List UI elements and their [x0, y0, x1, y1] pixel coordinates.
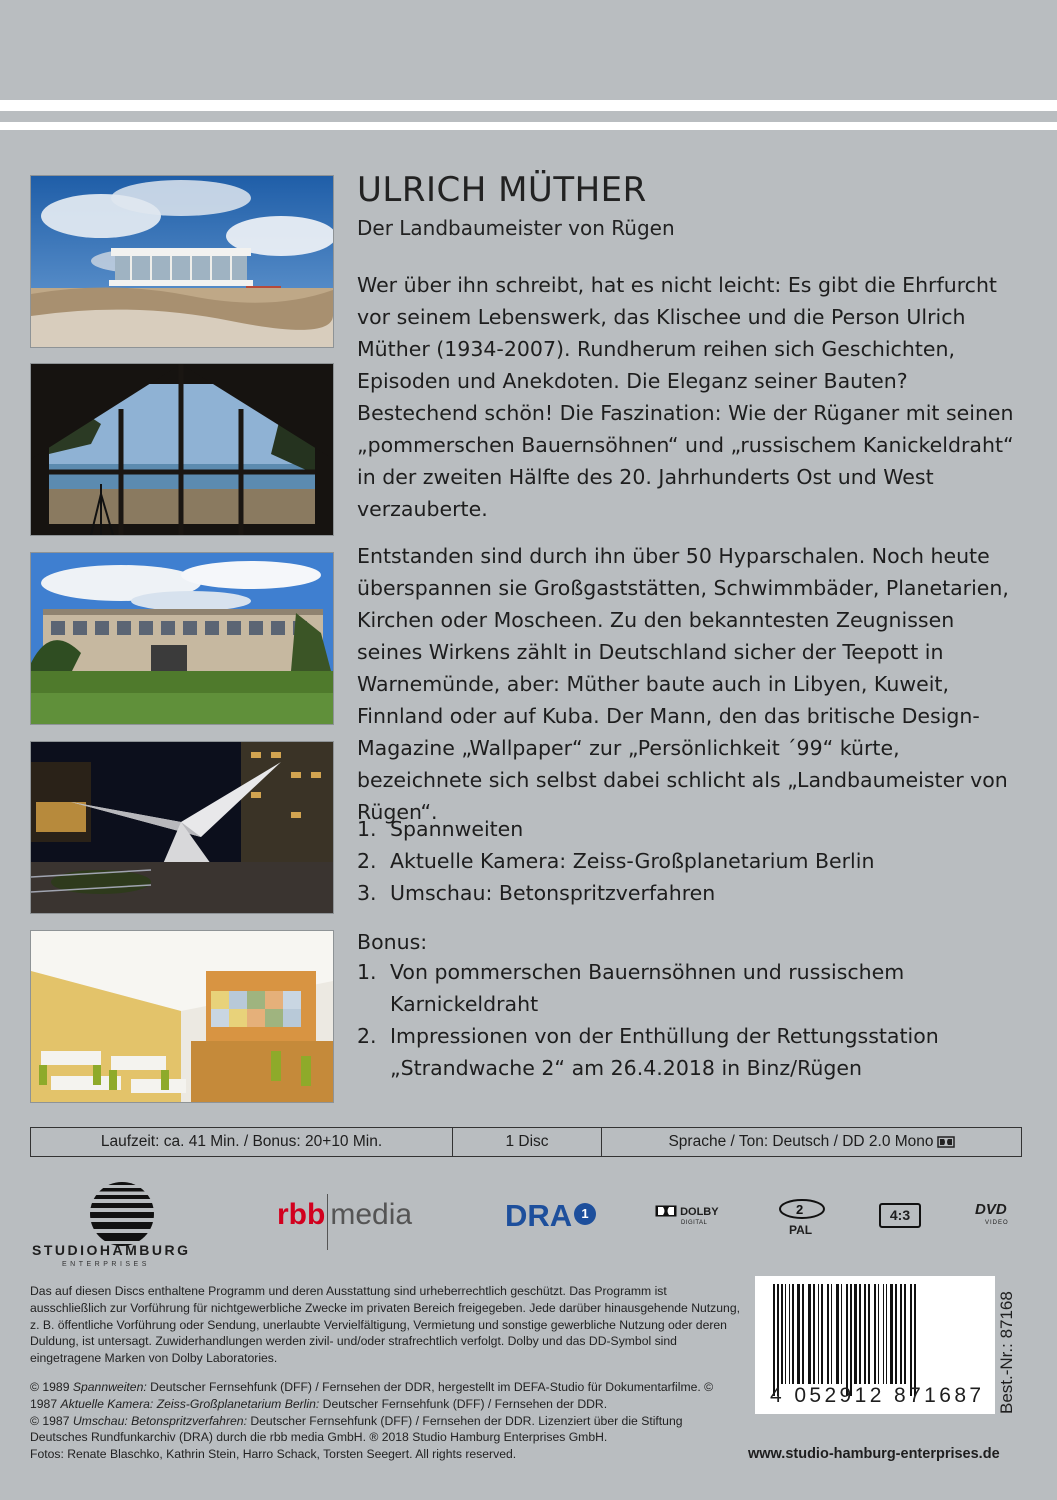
divider: [327, 1194, 328, 1250]
media-text: media: [330, 1198, 413, 1231]
credit-text: Deutscher Fernsehfunk (DFF) / Fernsehen der DDR, hergestellt im DEFA-Studio für Dokumentarfilme.: [146, 1380, 705, 1394]
website-url: www.studio-hamburg-enterprises.de: [748, 1446, 1000, 1462]
barcode-bar: [864, 1284, 866, 1384]
bonus-heading: Bonus:: [357, 930, 428, 954]
rbb-media-logo: [277, 1198, 412, 1250]
disc-count: 1 Disc: [453, 1128, 602, 1156]
white-stripe: [0, 100, 1057, 111]
barcode-bar: [827, 1284, 829, 1384]
credit-text: © 1987: [30, 1413, 73, 1428]
barcode-bar: [874, 1284, 876, 1384]
list-number: 3.: [357, 881, 377, 905]
aspect-ratio-badge: 4:3: [879, 1203, 921, 1228]
list-number: 2.: [357, 1024, 377, 1048]
ard-one-icon: 1: [574, 1203, 596, 1225]
list-item: [357, 845, 1017, 877]
photo-credits: Fotos: Renate Blaschko, Kathrin Stein, Harro Schack, Torsten Seegert. All rights reserved.: [30, 1447, 517, 1462]
list-text: Aktuelle Kamera: Zeiss-Großplanetarium Berlin: [390, 849, 875, 873]
barcode-bar: [859, 1284, 861, 1384]
barcode-bar: [868, 1284, 870, 1384]
barcode-bar: [878, 1284, 879, 1384]
top-stripes: [0, 0, 1057, 150]
credit-text: © 1989: [30, 1380, 73, 1394]
pal-label: PAL: [789, 1223, 813, 1237]
list-text: Impressionen von der Enthüllung der Rettungsstation „Strandwache 2“ am 26.4.2018 in Binz/Rügen: [390, 1024, 939, 1080]
list-number: 1.: [357, 817, 377, 841]
info-bar: [30, 1127, 1022, 1157]
runtime-info: Laufzeit: ca. 41 Min. / Bonus: 20+10 Min.: [31, 1128, 453, 1156]
photo-interior-restaurant: [30, 930, 334, 1103]
barcode-bar: [818, 1284, 819, 1384]
dolby-dd-icon: [655, 1205, 677, 1217]
list-item: [357, 956, 1017, 1020]
list-text: Umschau: Betonspritzverfahren: [390, 881, 716, 905]
barcode-bar: [836, 1284, 839, 1384]
barcode-bar: [813, 1284, 815, 1384]
credit-text: Deutscher Fernsehfunk (DFF) / Fernsehen der DDR. Lizenziert über die Stiftung Deutsches Rundfunkarchiv (DRA) durch die rbb media GmbH. ® 2018 Studio Hamburg Enterprises GmbH.: [30, 1413, 683, 1445]
barcode-bar: [781, 1284, 783, 1384]
description-paragraph-2: Entstanden sind durch ihn über 50 Hyparschalen. Noch heute überspannen sie Großgaststätten, Schwimmbäder, Planetarien, Kirchen oder Moscheen. Zu den bekanntesten Zeugnissen seines Wirkens zählt in Deutschland sicher der Teepott in Warnemünde, aber: Müther baute auch in Libyen, Kuweit, Finnland oder auf Kuba. Der Mann, den das britische Design-Magazine „Wallpaper“ zur „Persönlichkeit ´99“ kürte, bezeichnete sich selbst dabei schlicht als „Landbaumeister von Rügen“.: [357, 544, 1009, 824]
barcode-bar: [846, 1284, 848, 1396]
list-text: Von pommerschen Bauernsöhnen und russischem Karnickeldraht: [390, 960, 905, 1016]
list-number: 1.: [357, 960, 377, 984]
list-item: [357, 813, 1017, 845]
description-paragraph-1: Wer über ihn schreibt, hat es nicht leicht: Es gibt die Ehrfurcht vor seinem Lebenswerk, das Klischee und die Person Ulrich Müther (1934-2007). Rundherum reihen sich Geschichten, Episoden und Anekdoten. Die Eleganz seiner Bauten? Bestechend schön! Die Faszination: Wie der Rüganer mit seinen „pommerschen Bauernsöhnen“ und „russischem Kanickeldraht“ in der zweiten Hälfte des 20. Jahrhunderts Ost und West verzauberte.: [357, 273, 1014, 521]
dra-logo: DRA: [505, 1198, 573, 1233]
page-title: ULRICH MÜTHER: [357, 170, 647, 210]
barcode-bar: [831, 1284, 832, 1384]
barcode-bar: [883, 1284, 884, 1384]
dolby-digital-logo: [655, 1205, 719, 1218]
rbb-text: rbb: [277, 1198, 326, 1231]
credit-text: Deutscher Fernsehfunk (DFF) / Fernsehen der DDR.: [319, 1396, 608, 1411]
barcode-bar: [914, 1284, 916, 1396]
legal-notice: Das auf diesen Discs enthaltene Programm und deren Ausstattung sind urheberrechtlich geschützt. Das Programm ist ausschließlich zur Vorführung für nichtgewerbliche Zwecke im privaten Bereich freigegeben. Jede darüber hinausgehende Nutzung, z. B. öffentliche Vorführung oder Sendung, unerlaubte Vervielfältigung, Vermietung und sonstige gewerbliche Nutzung oder deren Duldung, ist untersagt. Zuwiderhandlungen werden zivil- und/oder strafrechtlich verfolgt. Dolby und das DD-Symbol sind eingetragene Marken von Dolby Laboratories.: [30, 1284, 740, 1366]
barcode-bar: [850, 1284, 852, 1396]
barcode-bar: [841, 1284, 842, 1384]
credit-title: Aktuelle Kamera: Zeiss-Großplanetarium Berlin:: [60, 1396, 320, 1411]
barcode-bar: [910, 1284, 912, 1396]
credit-title: Umschau: Betonspritzverfahren:: [72, 1413, 247, 1428]
barcode-bar: [785, 1284, 786, 1384]
dolby-dd-icon: [937, 1136, 955, 1148]
barcode-bar: [808, 1284, 811, 1384]
photo-window-sea-view: [30, 363, 334, 536]
dolby-digital-subtitle: DIGITAL: [681, 1220, 708, 1226]
barcode-bar: [789, 1284, 790, 1384]
barcode-bar: [900, 1284, 902, 1384]
barcode-bar: [895, 1284, 897, 1384]
credit-text: © 1987: [30, 1380, 714, 1411]
photo-hypar-shell-night: [30, 741, 334, 914]
list-number: 2.: [357, 849, 377, 873]
dolby-text: DOLBY: [680, 1206, 719, 1218]
barcode-bar: [792, 1284, 794, 1384]
barcode-bar: [886, 1284, 887, 1384]
subtitle: Der Landbaumeister von Rügen: [357, 216, 675, 240]
list-text: Spannweiten: [390, 817, 524, 841]
photo-long-building: [30, 552, 334, 725]
language-text: Sprache / Ton: Deutsch / DD 2.0 Mono: [668, 1133, 934, 1150]
barcode-bar: [802, 1284, 804, 1384]
list-item: [357, 877, 1017, 909]
barcode-bar: [904, 1284, 906, 1384]
photo-beach-pavilion: [30, 175, 334, 348]
bonus-list: [357, 956, 1017, 1084]
dvd-video-subtitle: VIDEO: [985, 1220, 1009, 1226]
language-info: [602, 1128, 1021, 1156]
production-credits: [30, 1379, 742, 1463]
barcode-bar: [797, 1284, 800, 1384]
barcode-bar: [854, 1284, 857, 1384]
studio-hamburg-name: STUDIOHAMBURG: [32, 1242, 191, 1258]
studio-hamburg-logo-icon: [30, 1182, 210, 1272]
credit-title: Spannweiten:: [72, 1380, 147, 1394]
barcode-bar: [890, 1284, 893, 1384]
episode-list: [357, 813, 1017, 909]
barcode-bar: [777, 1284, 779, 1396]
order-number: Best.-Nr.: 87168: [997, 1291, 1016, 1414]
barcode-number: 4 052912 871687: [770, 1384, 985, 1407]
svg-text:2: 2: [796, 1202, 804, 1217]
barcode-bar: [821, 1284, 823, 1384]
list-item: [357, 1020, 1017, 1084]
barcode-bar: [773, 1284, 775, 1396]
studio-hamburg-subtitle: ENTERPRISES: [62, 1261, 150, 1268]
dvd-video-logo: DVD: [975, 1201, 1007, 1218]
white-stripe: [0, 122, 1057, 130]
